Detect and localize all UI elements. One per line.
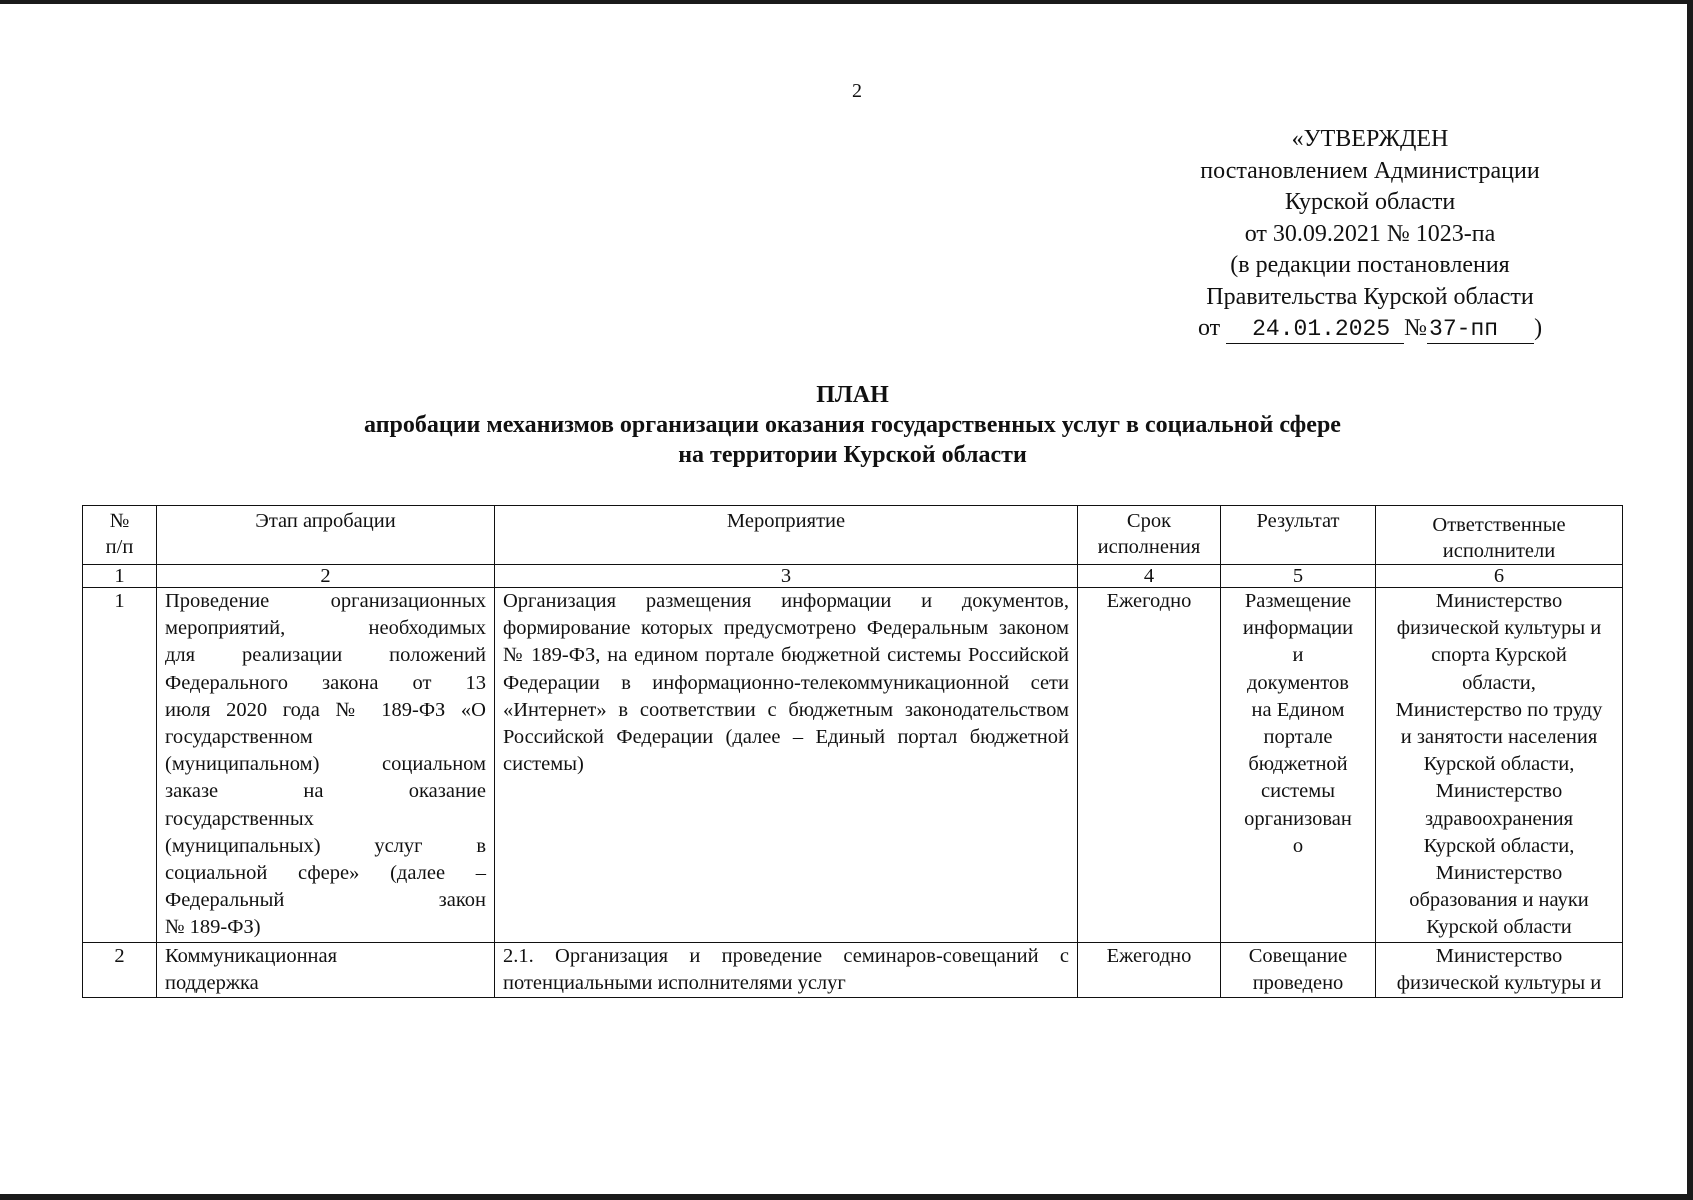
column-number: 6 <box>1376 565 1623 588</box>
approval-date-field <box>1226 315 1404 344</box>
approval-ot: от <box>1197 315 1221 341</box>
approval-line: от 30.09.2021 № 1023-па <box>1244 220 1496 247</box>
column-number: 1 <box>83 565 157 588</box>
cell-event: Организация размещения информации и документов, формирование которых предусмотрено Федеральным законом № 189-ФЗ, на едином портале бюджетной системы Российской Федерации в информационно-телекоммуникационной сети «Интернет» в соответствии с бюджетным законодательством Российской Федерации (далее – Единый портал бюджетной системы) <box>495 588 1078 943</box>
table-row <box>83 588 1623 943</box>
approval-line: Правительства Курской области <box>1206 283 1534 310</box>
page-number: 2 <box>852 80 862 102</box>
column-number: 4 <box>1078 565 1221 588</box>
approval-line: постановлением Администрации <box>1200 157 1540 184</box>
cell-num: 2 <box>83 942 157 997</box>
title-line: на территории Курской области <box>678 442 1027 468</box>
header-result: Результат <box>1221 506 1376 565</box>
cell-responsible: Министерство физической культуры и спорта Курской области, Министерство по труду и занятости населения Курской области, Министерство здравоохранения Курской области, Министерство образования и науки Курской области <box>1376 588 1623 943</box>
approval-num-sign: № <box>1404 315 1428 341</box>
approval-number-field <box>1427 315 1534 344</box>
cell-stage: Коммуникационная поддержка <box>157 942 495 997</box>
approval-date: 24.01.2025 <box>1252 316 1391 342</box>
cell-term: Ежегодно <box>1078 942 1221 997</box>
scan-border-bottom <box>0 1194 1693 1200</box>
cell-stage: Проведение организационных мероприятий, необходимых для реализации положений Федерального закона от 13 июля 2020 года № 189-ФЗ «О государственном (муниципальном) социальном заказе на оказание государственных (муниципальных) услуг в социальной сфере» (далее – Федеральный закон № 189-ФЗ) <box>157 588 495 943</box>
column-number: 3 <box>495 565 1078 588</box>
table-header-row <box>83 506 1623 565</box>
cell-responsible: Министерство физической культуры и <box>1376 942 1623 997</box>
cell-result: Совещание проведено <box>1221 942 1376 997</box>
scan-border-top <box>0 0 1693 4</box>
document-title <box>80 380 1625 470</box>
title-line: ПЛАН <box>816 382 889 408</box>
approval-close: ) <box>1534 315 1543 341</box>
approval-line: «УТВЕРЖДЕН <box>1291 126 1449 152</box>
cell-result: Размещение информации и документов на Едином портале бюджетной системы организован о <box>1221 588 1376 943</box>
approval-stamp <box>1160 124 1580 345</box>
approval-line: (в редакции постановления <box>1230 252 1510 278</box>
approval-number: 37-пп <box>1429 316 1499 342</box>
header-responsible: Ответственные исполнители <box>1376 506 1623 565</box>
header-stage: Этап апробации <box>157 506 495 565</box>
column-number-row <box>83 565 1623 588</box>
title-line: апробации механизмов организации оказания государственных услуг в социальной сфере <box>364 412 1341 438</box>
header-term: Срок исполнения <box>1078 506 1221 565</box>
cell-event: 2.1. Организация и проведение семинаров-совещаний с потенциальными исполнителями услуг <box>495 942 1078 997</box>
header-event: Мероприятие <box>495 506 1078 565</box>
approval-line: Курской области <box>1284 189 1456 215</box>
approval-date-line <box>1160 313 1580 345</box>
column-number: 2 <box>157 565 495 588</box>
header-num: № п/п <box>83 506 157 565</box>
plan-table <box>82 505 1623 998</box>
scan-border-right <box>1687 0 1693 1200</box>
column-number: 5 <box>1221 565 1376 588</box>
cell-num: 1 <box>83 588 157 943</box>
cell-term: Ежегодно <box>1078 588 1221 943</box>
table-row <box>83 942 1623 997</box>
